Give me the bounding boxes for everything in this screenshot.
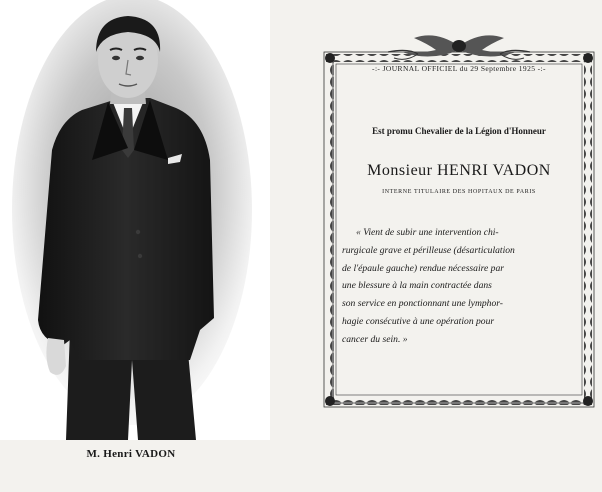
- citation-line: de l'épaule gauche) rendue nécessaire par: [342, 262, 504, 274]
- portrait-photo: [0, 0, 270, 440]
- citation-line: « Vient de subir une intervention chi-: [356, 227, 499, 238]
- citation-line: cancer du sein. »: [342, 333, 408, 345]
- citation-line: son service en ponctionnant une lymphor-: [342, 298, 503, 310]
- honoree-title: INTERNE TITULAIRE DES HOPITAUX DE PARIS: [382, 189, 536, 195]
- citation-line: rurgicale grave et périlleuse (désarticulation: [342, 244, 515, 256]
- citation-line: une blessure à la main contractée dans: [342, 280, 492, 292]
- portrait-caption: M. Henri VADON: [86, 448, 176, 460]
- citation-text: [342, 224, 574, 349]
- portrait-image: [0, 0, 270, 440]
- journal-officiel-line: -:- JOURNAL OFFICIEL du 29 Septembre 1925 -:-: [372, 64, 546, 73]
- honoree-name: Monsieur HENRI VADON: [367, 162, 551, 179]
- citation-line: hagie consécutive à une opération pour: [342, 315, 495, 327]
- promotion-heading: Est promu Chevalier de la Légion d'Honneur: [372, 126, 546, 136]
- citation-frame: [318, 28, 600, 413]
- citation-body: [340, 64, 578, 392]
